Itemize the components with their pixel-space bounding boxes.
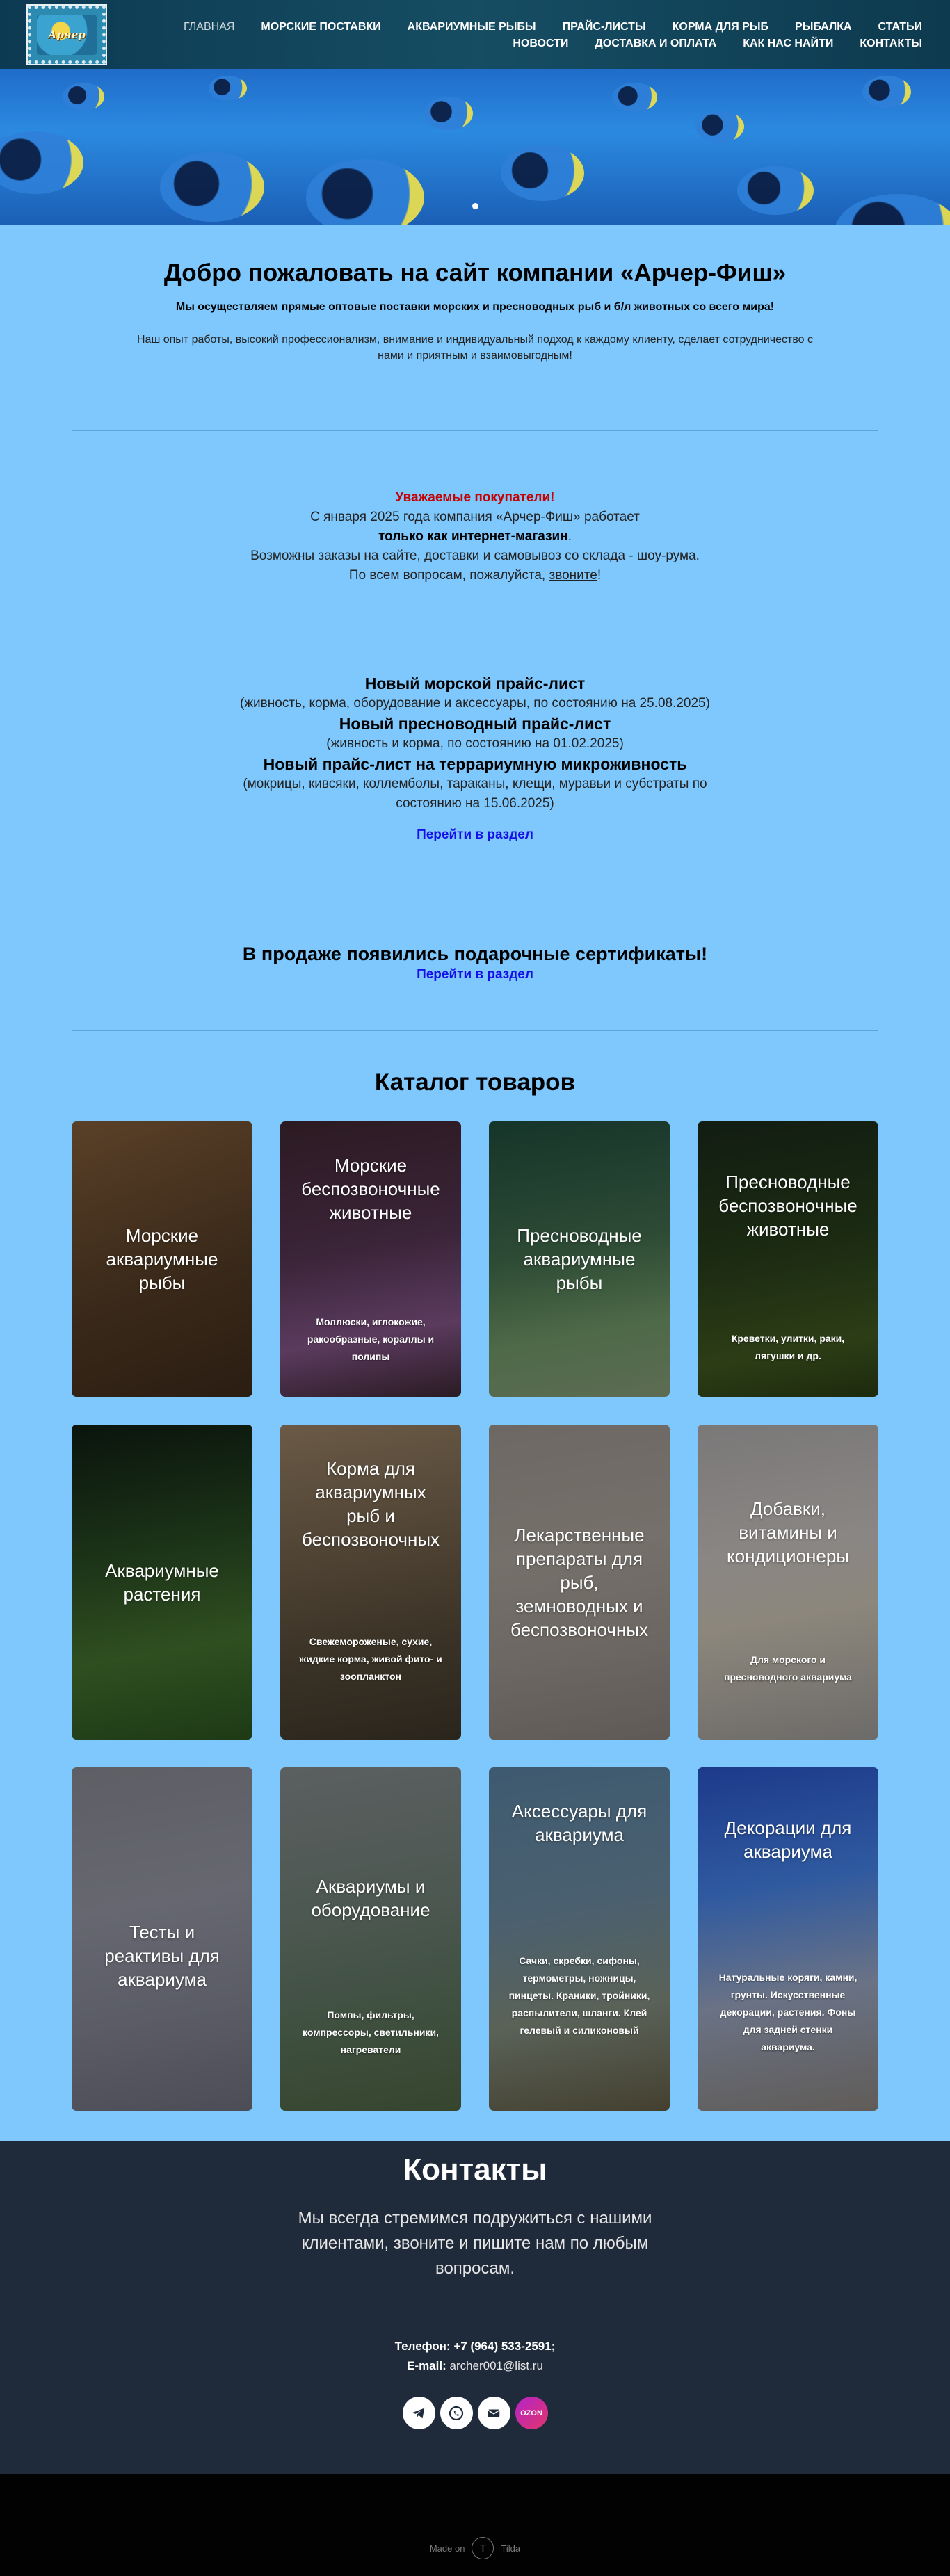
notice-line-4 xyxy=(72,566,878,585)
nav-item-fishing[interactable]: РЫБАЛКА xyxy=(795,21,852,33)
tilda-letter: T xyxy=(479,2542,487,2554)
price-lists-section xyxy=(72,631,878,900)
card-title: Добавки, витамины и кондиционеры xyxy=(726,1498,850,1566)
nav-row-1 xyxy=(185,19,922,36)
site-header xyxy=(0,0,950,69)
ozon-text: OZON xyxy=(520,2408,542,2417)
nav-item-home[interactable]: ГЛАВНАЯ xyxy=(184,21,235,33)
logo-image xyxy=(37,15,97,55)
contacts-section xyxy=(0,2141,950,2474)
card-plants[interactable] xyxy=(72,1425,252,1740)
notice-online-store: только как интернет-магазин xyxy=(378,529,568,544)
email-link[interactable]: archer001@list.ru xyxy=(449,2359,543,2372)
nav-item-aquarium-fish[interactable]: АКВАРИУМНЫЕ РЫБЫ xyxy=(407,21,536,33)
card-title: Морские беспозвоночные животные xyxy=(301,1155,440,1223)
logo[interactable] xyxy=(28,6,106,64)
notice-line-1: С января 2025 года компания «Арчер-Фиш» работает xyxy=(310,510,640,524)
made-on-label: Made on xyxy=(429,2543,465,2554)
nav-item-articles[interactable]: СТАТЬИ xyxy=(878,21,922,33)
fish-image xyxy=(0,131,83,194)
card-title: Морские аквариумные рыбы xyxy=(106,1225,218,1293)
welcome-section xyxy=(72,225,878,430)
card-subtitle: Моллюски, иглокожие, ракообразные, кораллы и полипы xyxy=(307,1316,435,1362)
nav-item-marine-supplies[interactable]: МОРСКИЕ ПОСТАВКИ xyxy=(261,21,381,33)
nav-item-price-lists[interactable]: ПРАЙС-ЛИСТЫ xyxy=(562,21,646,33)
card-subtitle: Креветки, улитки, раки, лягушки и др. xyxy=(731,1333,845,1361)
fish-image xyxy=(835,194,950,225)
logo-text: Арчер xyxy=(48,29,86,41)
fish-image xyxy=(862,76,911,108)
welcome-strong-text: Мы осуществляем прямые оптовые поставки морских и пресноводных рыб и б/л животных со всего мира! xyxy=(175,301,775,313)
fish-image xyxy=(306,159,424,225)
contact-email xyxy=(0,2356,950,2376)
main-nav xyxy=(185,19,922,53)
notice-section xyxy=(72,431,878,631)
notice-line-3: Возможны заказы на сайте, доставки и самовывоз со склада - шоу-рума. xyxy=(250,549,700,563)
card-freshwater-invertebrates[interactable] xyxy=(698,1121,878,1397)
nav-item-news[interactable]: НОВОСТИ xyxy=(513,38,569,49)
card-title: Аксессуары для аквариума xyxy=(511,1801,647,1845)
catalog-row xyxy=(72,1121,878,1425)
page-title: Добро пожаловать на сайт компании «Арчер-Фиш» xyxy=(163,259,787,286)
marine-price-title: Новый морской прайс-лист xyxy=(364,674,586,692)
nav-row-2 xyxy=(185,36,922,53)
fish-image xyxy=(695,111,744,143)
nav-item-fish-food[interactable]: КОРМА ДЛЯ РЫБ xyxy=(672,21,769,33)
card-title: Корма для аквариумных рыб и беспозвоночных xyxy=(301,1458,440,1550)
contact-phone xyxy=(0,2337,950,2356)
card-aquariums-equipment[interactable] xyxy=(280,1767,461,2111)
card-supplements[interactable] xyxy=(698,1425,878,1740)
freshwater-price-subtitle: (живность и корма, по состоянию на 01.02.2025) xyxy=(326,736,624,751)
fish-image xyxy=(160,152,264,222)
terrarium-price-title: Новый прайс-лист на террариумную микроживность xyxy=(263,755,687,773)
card-freshwater-fish[interactable] xyxy=(489,1121,670,1397)
welcome-description: Наш опыт работы, высокий профессионализм, внимание и индивидуальный подход к каждому клиенту, сделает сотрудничество с нами и приятным и взаимовыгодным! xyxy=(137,334,813,362)
card-subtitle: Сачки, скребки, сифоны, термометры, ножницы, пинцеты. Краники, тройники, распылители, шланги. Клей гелевый и силиконовый xyxy=(508,1955,650,2036)
card-title: Аквариумы и оборудование xyxy=(311,1876,430,1920)
fish-image xyxy=(424,97,473,130)
nav-item-how-to-find[interactable]: КАК НАС НАЙТИ xyxy=(743,38,834,49)
notice-line-2 xyxy=(72,527,878,546)
card-subtitle: Свежемороженые, сухие, жидкие корма, живой фито- и зоопланктон xyxy=(299,1636,442,1682)
notice-heading: Уважаемые покупатели! xyxy=(395,490,555,505)
card-medicines[interactable] xyxy=(489,1425,670,1740)
notice-line-4-tail: ! xyxy=(597,568,602,583)
marine-price-subtitle: (живность, корма, оборудование и аксессуары, по состоянию на 25.08.2025) xyxy=(240,696,710,711)
catalog-row xyxy=(72,1425,878,1767)
fish-image xyxy=(63,83,104,111)
slider-dots xyxy=(0,203,950,209)
ozon-icon[interactable] xyxy=(515,2397,548,2429)
mail-icon[interactable] xyxy=(478,2397,510,2429)
notice-line-4-text: По всем вопросам, пожалуйста, xyxy=(348,568,549,583)
telegram-icon[interactable] xyxy=(403,2397,435,2429)
price-lists-link[interactable]: Перейти в раздел xyxy=(417,827,533,842)
card-accessories[interactable] xyxy=(489,1767,670,2111)
card-title: Декорации для аквариума xyxy=(724,1817,852,1862)
nav-item-delivery[interactable]: ДОСТАВКА И ОПЛАТА xyxy=(595,38,717,49)
card-subtitle: Натуральные коряги, камни, грунты. Искусственные декорации, растения. Фоны для задней стенки аквариума. xyxy=(718,1972,858,2052)
catalog-title: Каталог товаров xyxy=(374,1069,576,1096)
terrarium-price-subtitle: (мокрицы, кивсяки, коллемболы, тараканы, клещи, муравьи и субстраты по состоянию на 15.06.2025) xyxy=(243,777,707,811)
email-label: E-mail: xyxy=(407,2359,446,2372)
card-title: Тесты и реактивы для аквариума xyxy=(104,1922,220,1990)
card-food[interactable] xyxy=(280,1425,461,1740)
freshwater-price-title: Новый пресноводный прайс-лист xyxy=(339,715,611,733)
site-footer xyxy=(0,2474,950,2576)
card-decorations[interactable] xyxy=(698,1767,878,2111)
certificates-section xyxy=(72,900,878,1030)
card-tests[interactable] xyxy=(72,1767,252,2111)
card-marine-invertebrates[interactable] xyxy=(280,1121,461,1397)
hero-slider[interactable] xyxy=(0,69,950,225)
catalog-section xyxy=(72,1031,878,2141)
made-on-tilda[interactable] xyxy=(0,2537,950,2559)
card-subtitle: Помпы, фильтры, компрессоры, светильники, нагреватели xyxy=(303,2009,439,2055)
contacts-title: Контакты xyxy=(403,2153,547,2187)
slider-dot-active[interactable] xyxy=(472,203,478,209)
fish-image xyxy=(612,83,657,112)
certificates-title: В продаже появились подарочные сертификаты! xyxy=(242,943,708,964)
card-subtitle: Для морского и пресноводного аквариума xyxy=(724,1654,852,1683)
whatsapp-icon[interactable] xyxy=(440,2397,473,2429)
card-title: Аквариумные растения xyxy=(105,1560,219,1605)
phone-text[interactable]: Телефон: +7 (964) 533-2591; xyxy=(394,2340,556,2353)
card-title: Пресноводные беспозвоночные животные xyxy=(718,1172,858,1240)
card-title: Лекарственные препараты для рыб, земноводных и беспозвоночных xyxy=(510,1524,649,1640)
tilda-logo-icon xyxy=(472,2537,494,2559)
contacts-description: Мы всегда стремимся подружиться с нашими клиентами, звоните и пишите нам по любым вопросам. xyxy=(298,2209,652,2278)
social-links xyxy=(0,2397,950,2429)
notice-line-2-tail: . xyxy=(567,529,572,544)
nav-item-contacts[interactable]: КОНТАКТЫ xyxy=(860,38,922,49)
card-title: Пресноводные аквариумные рыбы xyxy=(517,1225,642,1293)
certificates-link[interactable]: Перейти в раздел xyxy=(417,967,533,982)
tilda-brand: Tilda xyxy=(501,2543,521,2554)
card-marine-fish[interactable] xyxy=(72,1121,252,1397)
call-link[interactable]: звоните xyxy=(549,568,597,583)
fish-image xyxy=(209,76,247,101)
catalog-row xyxy=(72,1767,878,2111)
fish-image xyxy=(501,145,584,201)
